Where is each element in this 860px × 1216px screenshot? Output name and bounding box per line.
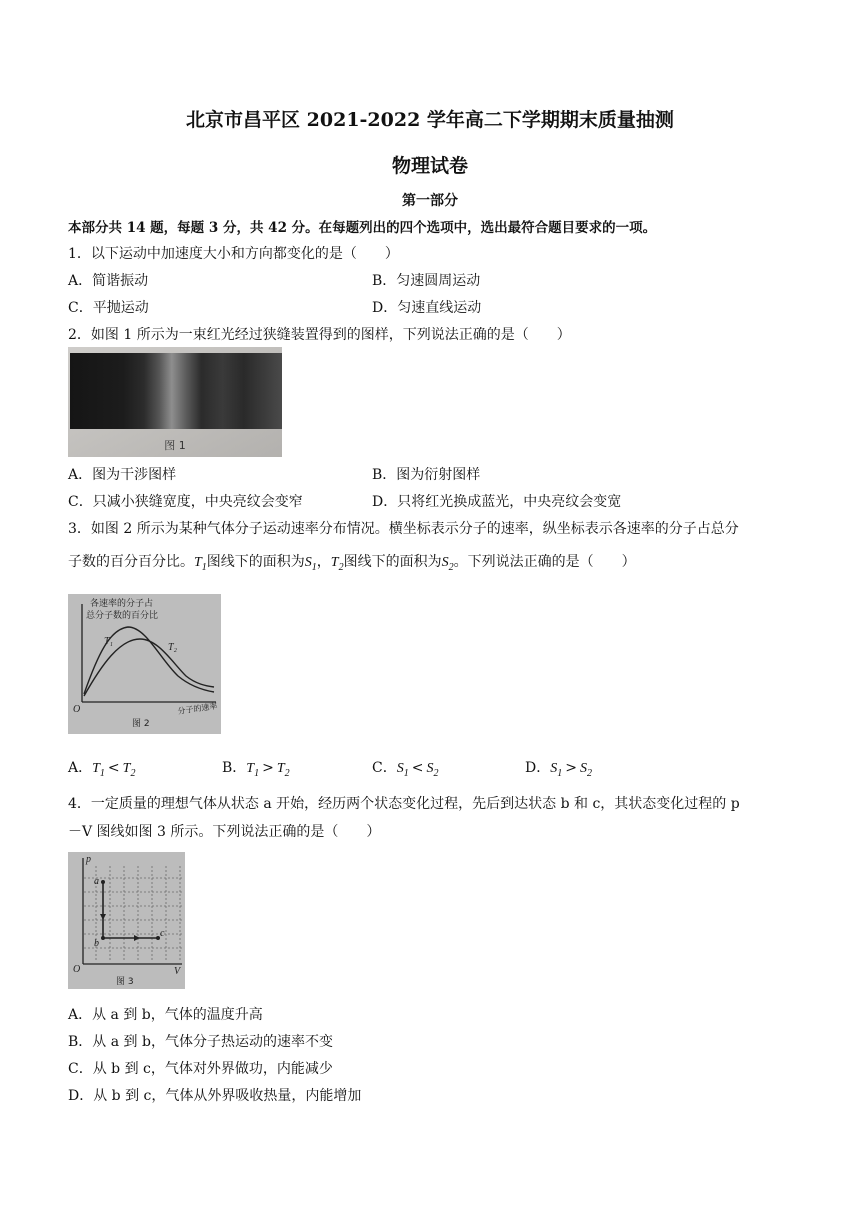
q4-option-b: B．从 a 到 b，气体分子热运动的速率不变 [68, 1034, 333, 1050]
figure-2-ylabel-line2: 总分子数的百分比 [86, 611, 159, 621]
q4-option-a: A．从 a 到 b，气体的温度升高 [68, 1007, 263, 1023]
q3-option-a: A．$T_1 < T_2$ [68, 760, 136, 779]
q2-option-b: B．图为衍射图样 [372, 467, 481, 483]
figure-3-p-axis-label: p [86, 854, 91, 865]
q3-stem-part-b: 图线下的面积为 [206, 554, 305, 570]
q2-option-d: D．只将红光换成蓝光，中央亮纹会变宽 [372, 494, 622, 510]
q3-stem-part-c: ， [316, 554, 331, 570]
figure-3-point-a: a [94, 876, 99, 887]
q3-option-d: D．$S_1 > S_2$ [525, 760, 592, 779]
figure-2-origin: O [73, 704, 81, 715]
q3-stem-line2 [68, 551, 636, 573]
figure-3-caption: 图 3 [116, 977, 134, 987]
q2-option-c: C．只减小狭缝宽度，中央亮纹会变窄 [68, 494, 303, 510]
q4-option-d: D．从 b 到 c，气体从外界吸收热量，内能增加 [68, 1088, 362, 1104]
q1-option-d: D．匀速直线运动 [372, 300, 482, 316]
q2-stem: 2．如图 1 所示为一束红光经过狭缝装置得到的图样，下列说法正确的是（ ） [68, 327, 571, 343]
figure-3-pv-diagram [68, 852, 185, 989]
figure-2-caption: 图 2 [132, 719, 150, 729]
figure-2-curve-t1-label: T₁ [104, 636, 114, 647]
q3-symbol-t1: $T_1$ [194, 555, 207, 573]
q1-option-c: C．平抛运动 [68, 300, 149, 316]
q3-stem-part-a: 子数的百分百分比。 [68, 554, 194, 570]
q3-option-c: C．$S_1 < S_2$ [372, 760, 439, 779]
q4-stem-line1: 4．一定质量的理想气体从状态 a 开始，经历两个状态变化过程，先后到达状态 b 和 c，其状态变化过程的 p [68, 796, 740, 812]
page-subtitle: 物理试卷 [391, 155, 468, 177]
figure-3-point-c: c [160, 928, 165, 939]
q3-stem-part-d: 图线下的面积为 [343, 554, 442, 570]
section-heading: 第一部分 [402, 193, 458, 209]
figure-3-point-b: b [94, 938, 99, 949]
diffraction-pattern-graphic [68, 347, 282, 457]
figure-2-curve-t2-label: T₂ [168, 642, 178, 653]
q3-symbol-s1: $S_1$ [304, 555, 317, 573]
q3-symbol-s2: $S_2$ [441, 555, 454, 573]
q1-option-b: B．匀速圆周运动 [372, 273, 481, 289]
q2-option-a: A．图为干涉图样 [68, 467, 177, 483]
q3-stem-part-e: 。下列说法正确的是（ ） [453, 554, 636, 570]
q4-option-c: C．从 b 到 c，气体对外界做功，内能减少 [68, 1061, 333, 1077]
page-title: 北京市昌平区 2021-2022 学年高二下学期期末质量抽测 [186, 109, 674, 131]
figure-2-speed-distribution [68, 594, 221, 734]
q4-stem-line2: －V 图线如图 3 所示。下列说法正确的是（ ） [68, 824, 381, 840]
q3-option-b: B．$T_1 > T_2$ [222, 760, 290, 779]
q3-symbol-t2: $T_2$ [330, 555, 344, 573]
figure-3-v-axis-label: V [174, 966, 181, 977]
section-instructions: 本部分共 14 题，每题 3 分，共 42 分。在每题列出的四个选项中，选出最符合题目要求的一项。 [68, 220, 657, 236]
figure-2-ylabel-line1: 各速率的分子占 [90, 599, 154, 609]
q1-stem: 1．以下运动中加速度大小和方向都变化的是（ ） [68, 246, 399, 262]
speed-distribution-graphic [68, 594, 221, 734]
figure-1-caption: 图 1 [164, 439, 186, 452]
figure-2-xlabel: 分子的速率 [177, 701, 218, 716]
figure-1-diffraction-photo [68, 347, 282, 457]
figure-3-origin: O [73, 964, 81, 975]
pv-diagram-graphic [68, 852, 185, 989]
q1-option-a: A．简谐振动 [68, 273, 149, 289]
q3-stem-line1: 3．如图 2 所示为某种气体分子运动速率分布情况。横坐标表示分子的速率，纵坐标表示各速率的分子占总分 [68, 521, 739, 537]
